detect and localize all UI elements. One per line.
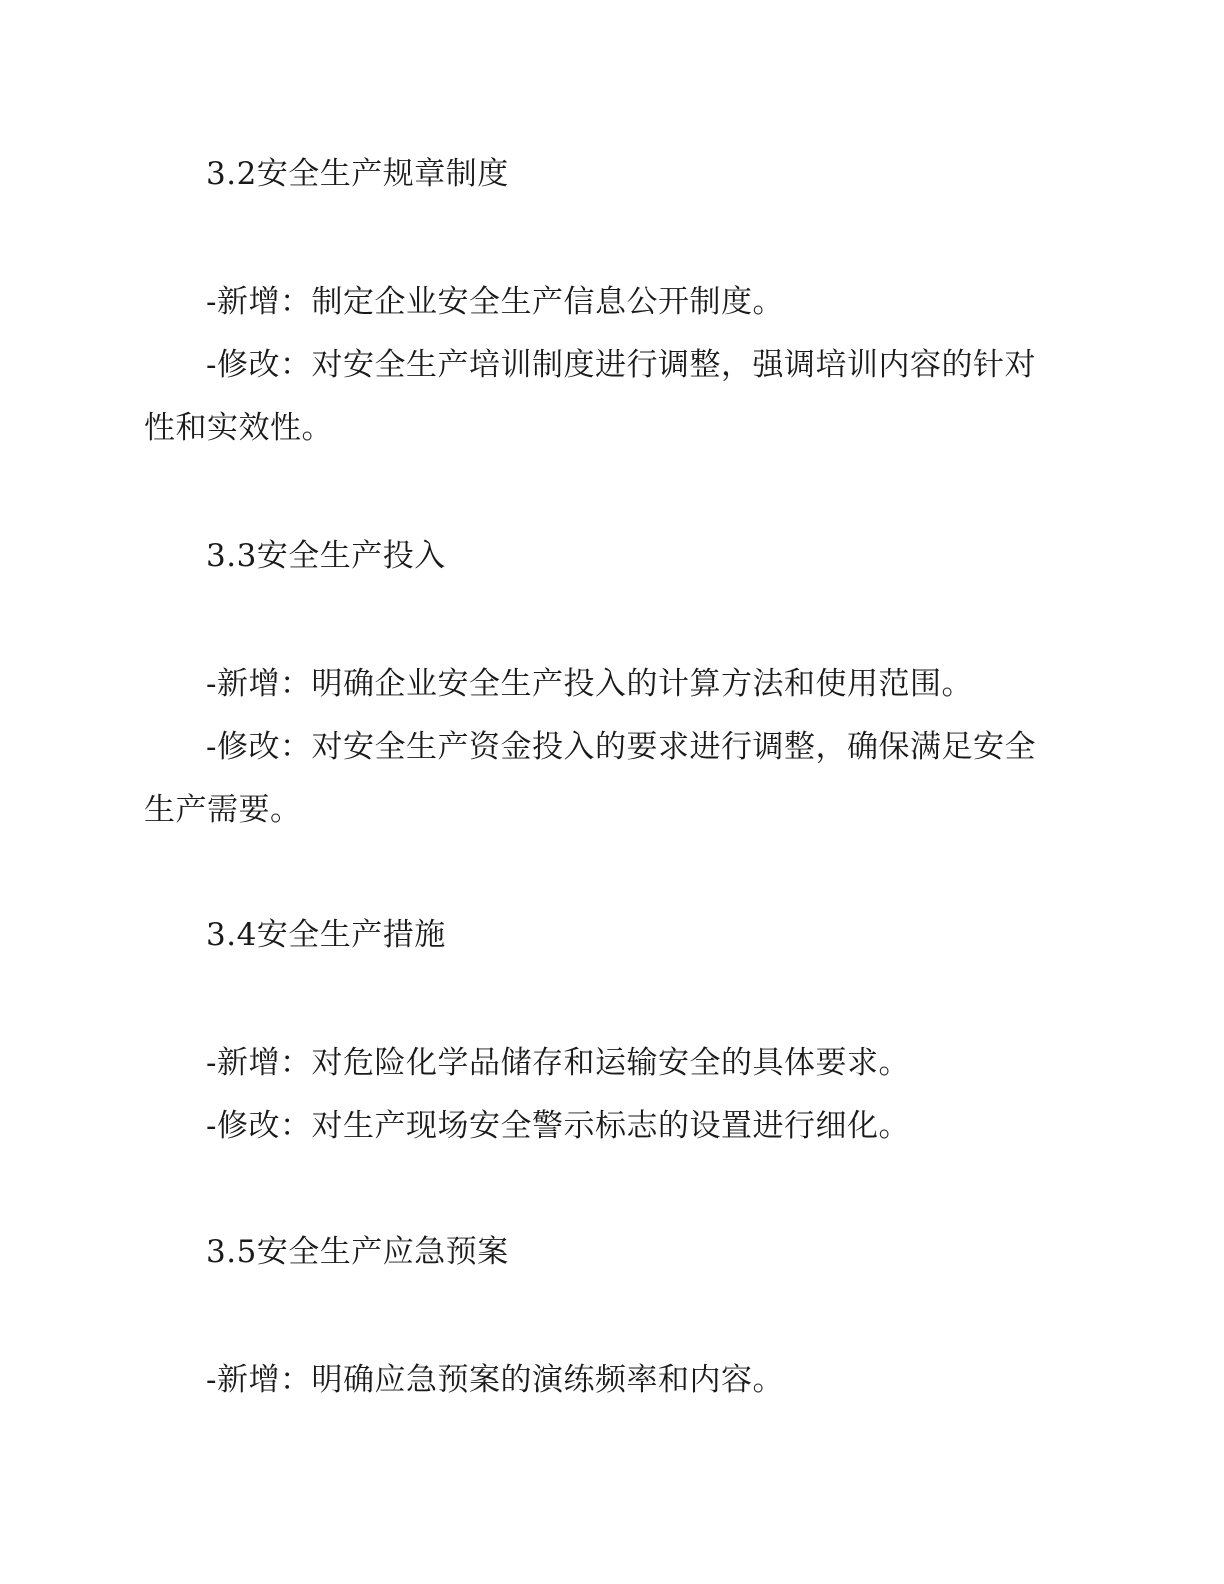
- list-item-added: -新增：对危险化学品储存和运输安全的具体要求。: [206, 1045, 910, 1081]
- list-item-modified: -修改：对生产现场安全警示标志的设置进行细化。: [206, 1108, 910, 1144]
- list-item-modified: -修改：对安全生产培训制度进行调整，强调培训内容的针对: [206, 347, 1036, 383]
- section-heading-3-4: 3.4安全生产措施: [206, 917, 446, 953]
- list-item-added: -新增：制定企业安全生产信息公开制度。: [206, 284, 784, 320]
- section-heading-3-2: 3.2安全生产规章制度: [206, 156, 509, 192]
- list-item-modified: -修改：对安全生产资金投入的要求进行调整，确保满足安全: [206, 729, 1036, 765]
- list-item-modified-continuation: 生产需要。: [144, 792, 302, 828]
- list-item-added: -新增：明确企业安全生产投入的计算方法和使用范围。: [206, 666, 973, 702]
- list-item-modified-continuation: 性和实效性。: [144, 410, 333, 446]
- section-heading-3-3: 3.3安全生产投入: [206, 538, 446, 574]
- list-item-added: -新增：明确应急预案的演练频率和内容。: [206, 1362, 784, 1398]
- section-heading-3-5: 3.5安全生产应急预案: [206, 1234, 509, 1270]
